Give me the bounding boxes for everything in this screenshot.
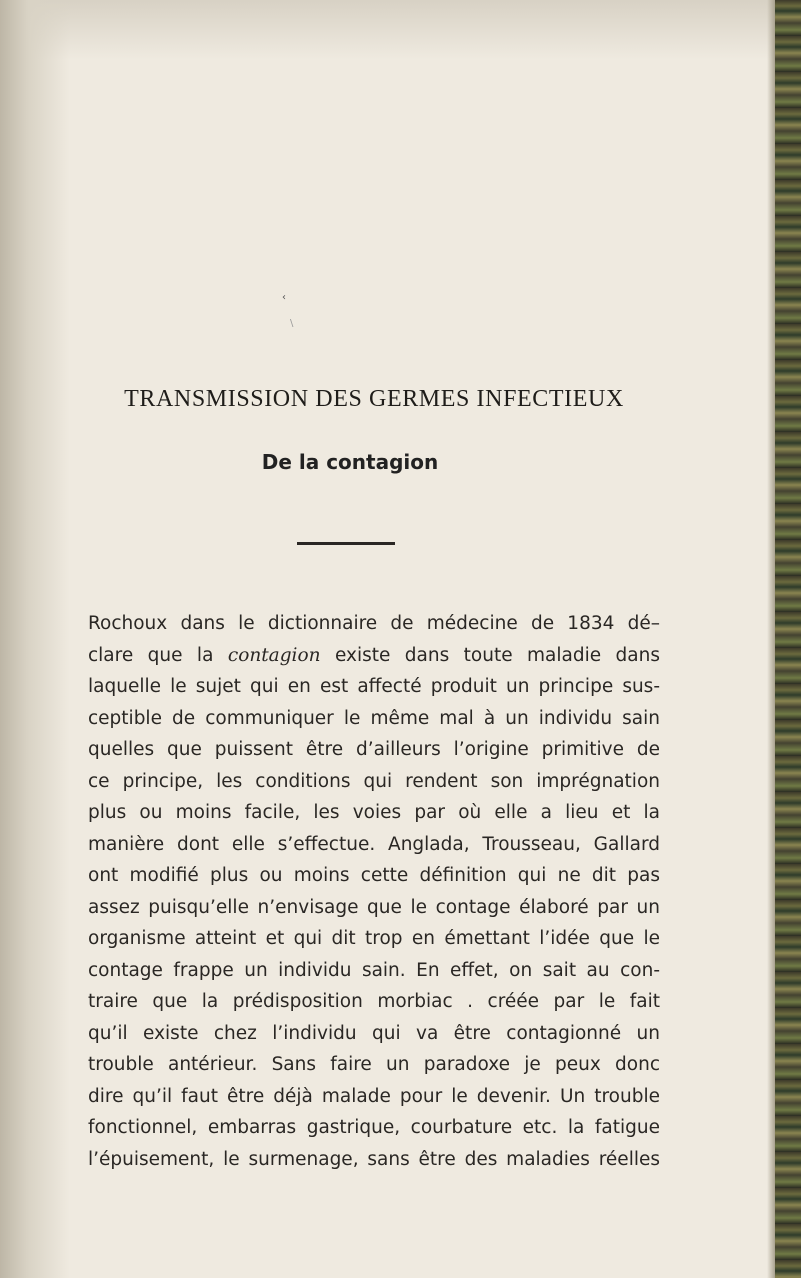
text-run: existe dans toute maladie dans <box>320 644 660 666</box>
text-line <box>88 797 660 829</box>
text-line <box>88 1144 660 1176</box>
text-run: plus ou moins facile, les voies par où elle a lieu et la <box>88 802 660 823</box>
text-run: Rochoux dans le dictionnaire de médecine de 1834 dé– <box>88 613 660 634</box>
book-binding-strip <box>775 0 801 1278</box>
stray-mark: \ <box>290 318 294 329</box>
text-line <box>88 892 660 924</box>
text-run: fonctionnel, embarras gastrique, courbature etc. la fatigue <box>88 1117 660 1138</box>
page-top-shadow <box>0 0 801 60</box>
stray-mark: ‹ <box>282 292 286 303</box>
text-line <box>88 1049 660 1081</box>
text-run: trouble antérieur. Sans faire un paradoxe je peux donc <box>88 1054 660 1075</box>
text-run: quelles que puissent être d’ailleurs l’origine primitive de <box>88 739 660 760</box>
text-run: l’épuisement, le surmenage, sans être des maladies réelles <box>88 1148 660 1170</box>
text-line <box>88 860 660 892</box>
text-line <box>88 671 660 703</box>
text-run: organisme atteint et qui dit trop en émettant l’idée que le <box>88 928 660 949</box>
text-line <box>88 1112 660 1144</box>
page-title: TRANSMISSION DES GERMES INFECTIEUX <box>124 386 624 412</box>
text-run: ceptible de communiquer le même mal à un individu sain <box>88 707 660 729</box>
text-run: dire qu’il faut être déjà malade pour le devenir. Un trouble <box>88 1085 660 1107</box>
title-divider-rule <box>297 542 395 545</box>
italic-term: contagion <box>227 644 321 666</box>
text-line <box>88 1018 660 1050</box>
text-line <box>88 829 660 861</box>
text-line <box>88 703 660 735</box>
text-run: clare que la <box>88 644 228 666</box>
text-line <box>88 734 660 766</box>
binding-edge-shadow <box>767 0 775 1278</box>
text-line <box>88 1081 660 1113</box>
text-line <box>88 608 660 640</box>
text-line <box>88 955 660 987</box>
section-subtitle: De la contagion <box>261 450 439 474</box>
text-run: ce principe, les conditions qui rendent son imprégnation <box>88 770 660 792</box>
text-line <box>88 766 660 798</box>
text-run: ont modifié plus ou moins cette définition qui ne dit pas <box>88 865 660 886</box>
text-run: manière dont elle s’effectue. Anglada, Trousseau, Gallard <box>88 833 660 855</box>
text-run: traire que la prédisposition morbiac . créée par le fait <box>88 991 660 1012</box>
text-run: assez puisqu’elle n’envisage que le contage élaboré par un <box>88 896 660 918</box>
body-paragraph <box>88 608 660 1175</box>
text-line <box>88 923 660 955</box>
page-left-shadow <box>0 0 70 1278</box>
text-line <box>88 640 660 672</box>
text-run: qu’il existe chez l’individu qui va être contagionné un <box>88 1022 660 1044</box>
text-run: laquelle le sujet qui en est affecté produit un principe sus- <box>88 676 660 697</box>
text-run: contage frappe un individu sain. En effet, on sait au con- <box>88 959 660 981</box>
text-line <box>88 986 660 1018</box>
